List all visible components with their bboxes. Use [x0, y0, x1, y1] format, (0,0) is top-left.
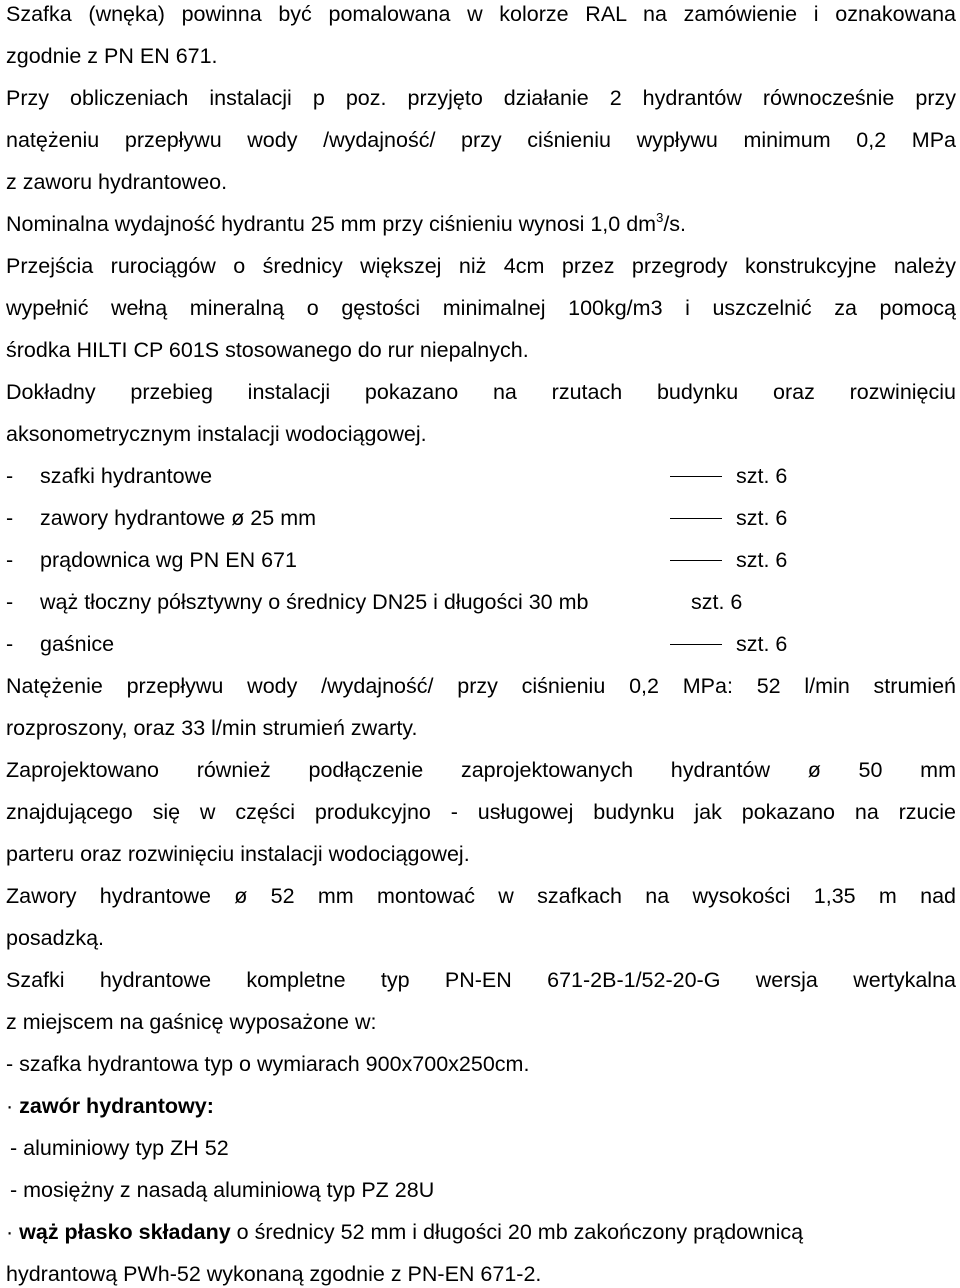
list-dash: -: [6, 464, 14, 488]
qty-dash: [670, 644, 722, 645]
p8-line1: Zawory hydrantowe ø 52 mm montować w szafkach na wysokości 1,35 m nad: [6, 884, 956, 908]
p4-line2: wypełnić wełną mineralną o gęstości minimalnej 100kg/m3 i uszczelnić za pomocą: [6, 296, 956, 320]
p5-line1: Dokładny przebieg instalacji pokazano na rzutach budynku oraz rozwinięciu: [6, 380, 956, 404]
qty-text: szt. 6: [736, 632, 788, 656]
p4-line1: Przejścia rurociągów o średnicy większej niż 4cm przez przegrody konstrukcyjne należy: [6, 254, 956, 278]
p11-line: [6, 1094, 956, 1118]
p5-line2: aksonometrycznym instalacji wodociągowej.: [6, 422, 427, 446]
p4-line3: środka HILTI CP 601S stosowanego do rur niepalnych.: [6, 338, 529, 362]
list-item-label: zawory hydrantowe ø 25 mm: [40, 506, 317, 530]
p12-line: - aluminiowy typ ZH 52: [10, 1136, 229, 1160]
p13-line: - mosiężny z nasadą aluminiową typ PZ 28U: [10, 1178, 435, 1202]
qty-dash: [670, 560, 722, 561]
p1-line2: zgodnie z PN EN 671.: [6, 44, 218, 68]
list-dash: -: [6, 590, 14, 614]
p14-line1: [6, 1220, 956, 1244]
list-item-label: gaśnice: [40, 632, 115, 656]
p14-bold: wąż płasko składany: [19, 1220, 231, 1244]
list-dash: -: [6, 632, 14, 656]
qty-dash: [670, 518, 722, 519]
p14-line2: hydrantową PWh-52 wykonaną zgodnie z PN-EN 671-2.: [6, 1262, 542, 1286]
qty-text: szt. 6: [691, 590, 743, 614]
p8-line2: posadzką.: [6, 926, 105, 950]
p3-superscript: 3: [656, 210, 664, 225]
p11-bold: zawór hydrantowy:: [19, 1094, 214, 1118]
list-item-label: wąż tłoczny półsztywny o średnicy DN25 i długości 30 mb: [40, 590, 589, 614]
qty-dash: [670, 476, 722, 477]
list-item-qty: [670, 548, 787, 572]
p14-rest: o średnicy 52 mm i długości 20 mb zakończony prądownicą: [230, 1220, 804, 1244]
p3-text: Nominalna wydajność hydrantu 25 mm przy ciśnieniu wynosi 1,0 dm: [6, 212, 657, 236]
bullet: ·: [6, 1220, 14, 1244]
list-item-label: prądownica wg PN EN 671: [40, 548, 297, 572]
list-dash: -: [6, 506, 14, 530]
p9-line1: Szafki hydrantowe kompletne typ PN-EN 671-2B-1/52-20-G wersja wertykalna: [6, 968, 956, 992]
bullet: ·: [6, 1094, 14, 1118]
list-item-qty: [691, 590, 742, 614]
list-item-qty: [670, 632, 787, 656]
p6-line1: Natężenie przepływu wody /wydajność/ przy ciśnieniu 0,2 MPa: 52 l/min strumień: [6, 674, 956, 698]
qty-text: szt. 6: [736, 464, 788, 488]
p9-line2: z miejscem na gaśnicę wyposażone w:: [6, 1010, 377, 1034]
p3-tail: /s.: [663, 212, 687, 236]
p2-line1: Przy obliczeniach instalacji p poz. przyjęto działanie 2 hydrantów równocześnie przy: [6, 86, 956, 110]
p7-line1: Zaprojektowano również podłączenie zaprojektowanych hydrantów ø 50 mm: [6, 758, 956, 782]
list-item-qty: [670, 464, 787, 488]
p2-line2: natężeniu przepływu wody /wydajność/ przy ciśnieniu wypływu minimum 0,2 MPa: [6, 128, 956, 152]
list-item-label: szafki hydrantowe: [40, 464, 213, 488]
p1-line1: Szafka (wnęka) powinna być pomalowana w kolorze RAL na zamówienie i oznakowana: [6, 2, 956, 26]
list-item-qty: [670, 506, 787, 530]
p7-line2: znajdującego się w części produkcyjno - usługowej budynku jak pokazano na rzucie: [6, 800, 956, 824]
qty-text: szt. 6: [736, 506, 788, 530]
p2-line3: z zaworu hydrantoweo.: [6, 170, 228, 194]
list-dash: -: [6, 548, 14, 572]
p7-line3: parteru oraz rozwinięciu instalacji wodociągowej.: [6, 842, 470, 866]
p3-line1: [6, 212, 956, 236]
p6-line2: rozproszony, oraz 33 l/min strumień zwarty.: [6, 716, 418, 740]
p10-line: - szafka hydrantowa typ o wymiarach 900x700x250cm.: [6, 1052, 530, 1076]
qty-text: szt. 6: [736, 548, 788, 572]
